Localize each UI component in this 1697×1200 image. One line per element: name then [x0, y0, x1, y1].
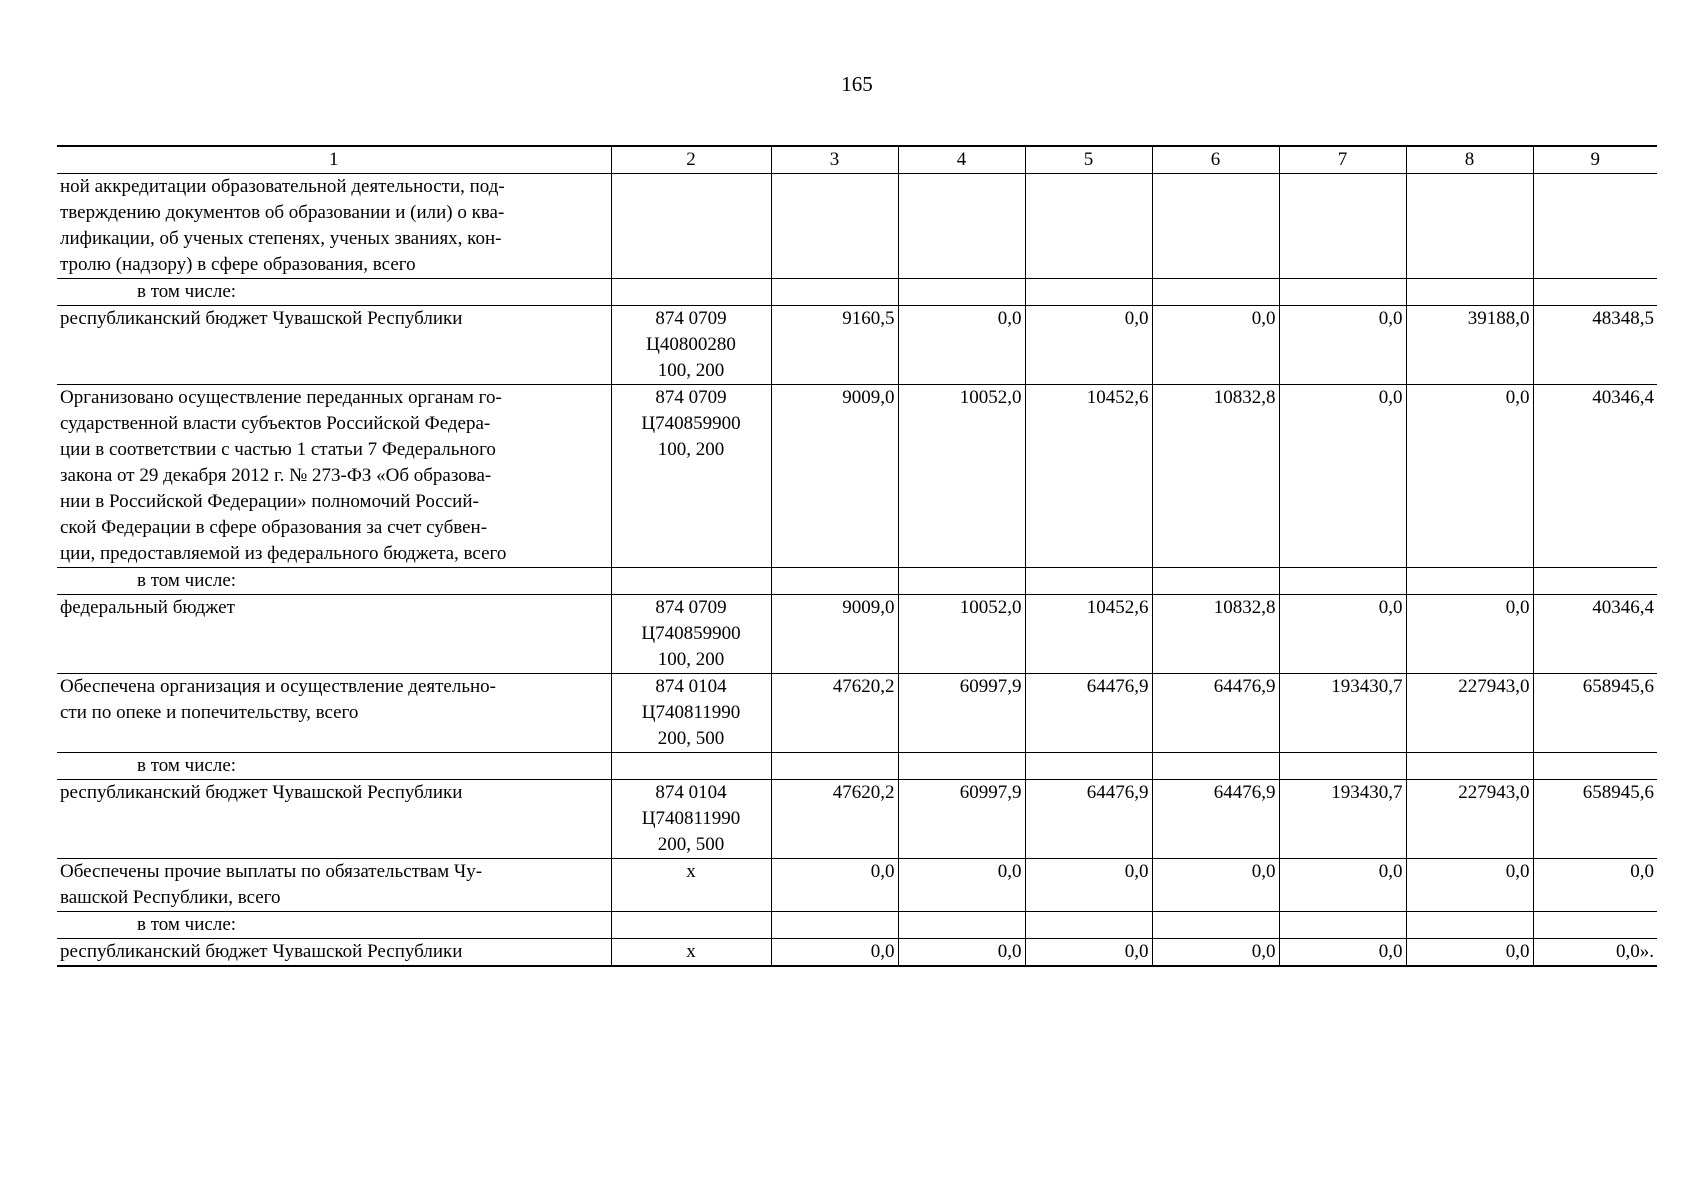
value-cell-col-7: 0,0 — [1279, 385, 1406, 568]
value-cell-col-8: 0,0 — [1406, 939, 1533, 967]
value-cell-col-4: 60997,9 — [898, 674, 1025, 753]
description-line: ской Федерации в сфере образования за счет субвен- — [60, 517, 488, 538]
value-cell-col-6: 0,0 — [1152, 859, 1279, 912]
value-cell-col-5 — [1025, 568, 1152, 595]
value-cell-col-7: 193430,7 — [1279, 780, 1406, 859]
value-cell-col-6: 10832,8 — [1152, 595, 1279, 674]
column-header: 8 — [1406, 146, 1533, 174]
description-line: сударственной власти субъектов Российской Федера- — [60, 413, 491, 434]
value-cell-col-7 — [1279, 753, 1406, 780]
budget-code-cell — [611, 306, 771, 385]
value-cell-col-8: 0,0 — [1406, 595, 1533, 674]
value-cell-col-4 — [898, 912, 1025, 939]
value-cell-col-8 — [1406, 753, 1533, 780]
column-header: 6 — [1152, 146, 1279, 174]
value-cell-col-7 — [1279, 279, 1406, 306]
table-row — [57, 859, 1657, 912]
column-header: 5 — [1025, 146, 1152, 174]
budget-code-line: 200, 500 — [657, 834, 725, 855]
column-header: 9 — [1533, 146, 1657, 174]
budget-code-line: Ц740811990 — [641, 808, 741, 829]
value-cell-col-3 — [771, 912, 898, 939]
value-cell-col-8: 39188,0 — [1406, 306, 1533, 385]
budget-code-line: Ц740859900 — [641, 413, 741, 434]
description-line: республиканский бюджет Чувашской Республики — [60, 782, 463, 803]
description-line: федеральный бюджет — [60, 597, 235, 618]
value-cell-col-9: 658945,6 — [1533, 674, 1657, 753]
description-line: ной аккредитации образовательной деятельности, под- — [60, 176, 505, 197]
value-cell-col-4: 10052,0 — [898, 385, 1025, 568]
description-line: тролю (надзору) в сфере образования, всего — [60, 254, 416, 275]
column-header: 4 — [898, 146, 1025, 174]
budget-code-cell — [611, 859, 771, 912]
description-cell — [57, 674, 611, 753]
value-cell-col-7 — [1279, 568, 1406, 595]
subheading-cell — [57, 753, 611, 780]
value-cell-col-6: 0,0 — [1152, 306, 1279, 385]
value-cell-col-5: 0,0 — [1025, 939, 1152, 967]
description-cell — [57, 859, 611, 912]
column-header: 2 — [611, 146, 771, 174]
description-line: республиканский бюджет Чувашской Республики — [60, 308, 463, 329]
budget-code-cell — [611, 674, 771, 753]
table-row — [57, 306, 1657, 385]
value-cell-col-6: 10832,8 — [1152, 385, 1279, 568]
description-line: республиканский бюджет Чувашской Республики — [60, 941, 463, 962]
value-cell-col-4: 0,0 — [898, 306, 1025, 385]
value-cell-col-7: 0,0 — [1279, 859, 1406, 912]
value-cell-col-5: 0,0 — [1025, 859, 1152, 912]
budget-code-cell — [611, 568, 771, 595]
budget-code-cell — [611, 912, 771, 939]
description-line: нии в Российской Федерации» полномочий Россий- — [60, 491, 479, 512]
budget-code-cell — [611, 279, 771, 306]
table-row — [57, 385, 1657, 568]
description-line: сти по опеке и попечительству, всего — [60, 702, 359, 723]
value-cell-col-8 — [1406, 174, 1533, 279]
value-cell-col-6 — [1152, 753, 1279, 780]
value-cell-col-5: 64476,9 — [1025, 780, 1152, 859]
table-row — [57, 279, 1657, 306]
value-cell-col-4: 0,0 — [898, 859, 1025, 912]
budget-code-cell — [611, 753, 771, 780]
value-cell-col-4 — [898, 753, 1025, 780]
description-line: Обеспечена организация и осуществление деятельно- — [60, 676, 496, 697]
value-cell-col-9: 40346,4 — [1533, 385, 1657, 568]
budget-code-line: 100, 200 — [657, 439, 725, 460]
table-row — [57, 674, 1657, 753]
value-cell-col-4 — [898, 279, 1025, 306]
value-cell-col-3: 0,0 — [771, 939, 898, 967]
value-cell-col-6 — [1152, 279, 1279, 306]
table-row — [57, 780, 1657, 859]
value-cell-col-7 — [1279, 174, 1406, 279]
description-line: Организовано осуществление переданных органам го- — [60, 387, 502, 408]
value-cell-col-6: 64476,9 — [1152, 780, 1279, 859]
budget-code-cell — [611, 780, 771, 859]
value-cell-col-3: 47620,2 — [771, 780, 898, 859]
value-cell-col-9: 658945,6 — [1533, 780, 1657, 859]
value-cell-col-8 — [1406, 912, 1533, 939]
value-cell-col-7: 0,0 — [1279, 595, 1406, 674]
table-row — [57, 174, 1657, 279]
value-cell-col-6: 0,0 — [1152, 939, 1279, 967]
value-cell-col-8: 227943,0 — [1406, 674, 1533, 753]
value-cell-col-5: 64476,9 — [1025, 674, 1152, 753]
value-cell-col-5: 10452,6 — [1025, 595, 1152, 674]
budget-code-line: 200, 500 — [657, 728, 725, 749]
description-line: Обеспечены прочие выплаты по обязательствам Чу- — [60, 861, 483, 882]
description-cell — [57, 385, 611, 568]
table-row — [57, 595, 1657, 674]
value-cell-col-9: 0,0». — [1533, 939, 1657, 967]
description-cell — [57, 780, 611, 859]
column-header: 3 — [771, 146, 898, 174]
budget-code-cell — [611, 385, 771, 568]
value-cell-col-3: 9009,0 — [771, 385, 898, 568]
description-cell — [57, 306, 611, 385]
value-cell-col-3 — [771, 753, 898, 780]
value-cell-col-4: 10052,0 — [898, 595, 1025, 674]
budget-table — [57, 145, 1657, 967]
table-row — [57, 568, 1657, 595]
subheading-cell — [57, 568, 611, 595]
table-row — [57, 753, 1657, 780]
description-line: ции, предоставляемой из федерального бюджета, всего — [60, 543, 507, 564]
description-line: в том числе: — [137, 570, 237, 591]
description-line: закона от 29 декабря 2012 г. № 273-ФЗ «Об образова- — [60, 465, 492, 486]
budget-code-line: 874 0104 — [655, 782, 727, 803]
value-cell-col-9 — [1533, 279, 1657, 306]
budget-code-line: 100, 200 — [657, 360, 725, 381]
value-cell-col-7: 0,0 — [1279, 939, 1406, 967]
budget-code-line: 100, 200 — [657, 649, 725, 670]
value-cell-col-3 — [771, 568, 898, 595]
value-cell-col-8 — [1406, 279, 1533, 306]
description-line: в том числе: — [137, 914, 237, 935]
description-line: вашской Республики, всего — [60, 887, 281, 908]
value-cell-col-8: 0,0 — [1406, 385, 1533, 568]
value-cell-col-9 — [1533, 753, 1657, 780]
description-cell — [57, 595, 611, 674]
description-line: лификации, об ученых степенях, ученых званиях, кон- — [60, 228, 502, 249]
budget-code-line: 874 0709 — [655, 597, 727, 618]
value-cell-col-8: 0,0 — [1406, 859, 1533, 912]
budget-code-line: х — [686, 941, 696, 962]
budget-code-cell — [611, 939, 771, 967]
budget-code-line: 874 0709 — [655, 308, 727, 329]
value-cell-col-3: 9009,0 — [771, 595, 898, 674]
value-cell-col-4: 0,0 — [898, 939, 1025, 967]
value-cell-col-7: 0,0 — [1279, 306, 1406, 385]
value-cell-col-6: 64476,9 — [1152, 674, 1279, 753]
value-cell-col-4 — [898, 568, 1025, 595]
column-number-row — [57, 146, 1657, 174]
budget-code-line: 874 0709 — [655, 387, 727, 408]
value-cell-col-5 — [1025, 912, 1152, 939]
description-line: в том числе: — [137, 755, 237, 776]
column-header: 7 — [1279, 146, 1406, 174]
value-cell-col-4: 60997,9 — [898, 780, 1025, 859]
subheading-cell — [57, 912, 611, 939]
budget-code-line: 874 0104 — [655, 676, 727, 697]
value-cell-col-8: 227943,0 — [1406, 780, 1533, 859]
budget-code-line: х — [686, 861, 696, 882]
value-cell-col-5: 10452,6 — [1025, 385, 1152, 568]
table-body — [57, 174, 1657, 967]
value-cell-col-9 — [1533, 912, 1657, 939]
page-number: 165 — [841, 72, 873, 96]
column-header: 1 — [57, 146, 611, 174]
value-cell-col-5 — [1025, 279, 1152, 306]
value-cell-col-4 — [898, 174, 1025, 279]
value-cell-col-9: 48348,5 — [1533, 306, 1657, 385]
value-cell-col-9 — [1533, 174, 1657, 279]
description-cell — [57, 174, 611, 279]
value-cell-col-3: 9160,5 — [771, 306, 898, 385]
value-cell-col-5 — [1025, 174, 1152, 279]
table-row — [57, 939, 1657, 967]
value-cell-col-6 — [1152, 912, 1279, 939]
value-cell-col-9 — [1533, 568, 1657, 595]
value-cell-col-7: 193430,7 — [1279, 674, 1406, 753]
value-cell-col-6 — [1152, 174, 1279, 279]
budget-code-line: Ц40800280 — [646, 334, 736, 355]
description-line: в том числе: — [137, 281, 237, 302]
value-cell-col-7 — [1279, 912, 1406, 939]
value-cell-col-3: 0,0 — [771, 859, 898, 912]
value-cell-col-3: 47620,2 — [771, 674, 898, 753]
value-cell-col-9: 40346,4 — [1533, 595, 1657, 674]
description-line: ции в соответствии с частью 1 статьи 7 Федерального — [60, 439, 496, 460]
value-cell-col-5 — [1025, 753, 1152, 780]
budget-code-cell — [611, 174, 771, 279]
value-cell-col-9: 0,0 — [1533, 859, 1657, 912]
description-cell — [57, 939, 611, 967]
description-line: тверждению документов об образовании и (или) о ква- — [60, 202, 505, 223]
value-cell-col-6 — [1152, 568, 1279, 595]
table-row — [57, 912, 1657, 939]
value-cell-col-5: 0,0 — [1025, 306, 1152, 385]
budget-code-cell — [611, 595, 771, 674]
value-cell-col-3 — [771, 174, 898, 279]
value-cell-col-8 — [1406, 568, 1533, 595]
budget-code-line: Ц740811990 — [641, 702, 741, 723]
value-cell-col-3 — [771, 279, 898, 306]
subheading-cell — [57, 279, 611, 306]
budget-code-line: Ц740859900 — [641, 623, 741, 644]
